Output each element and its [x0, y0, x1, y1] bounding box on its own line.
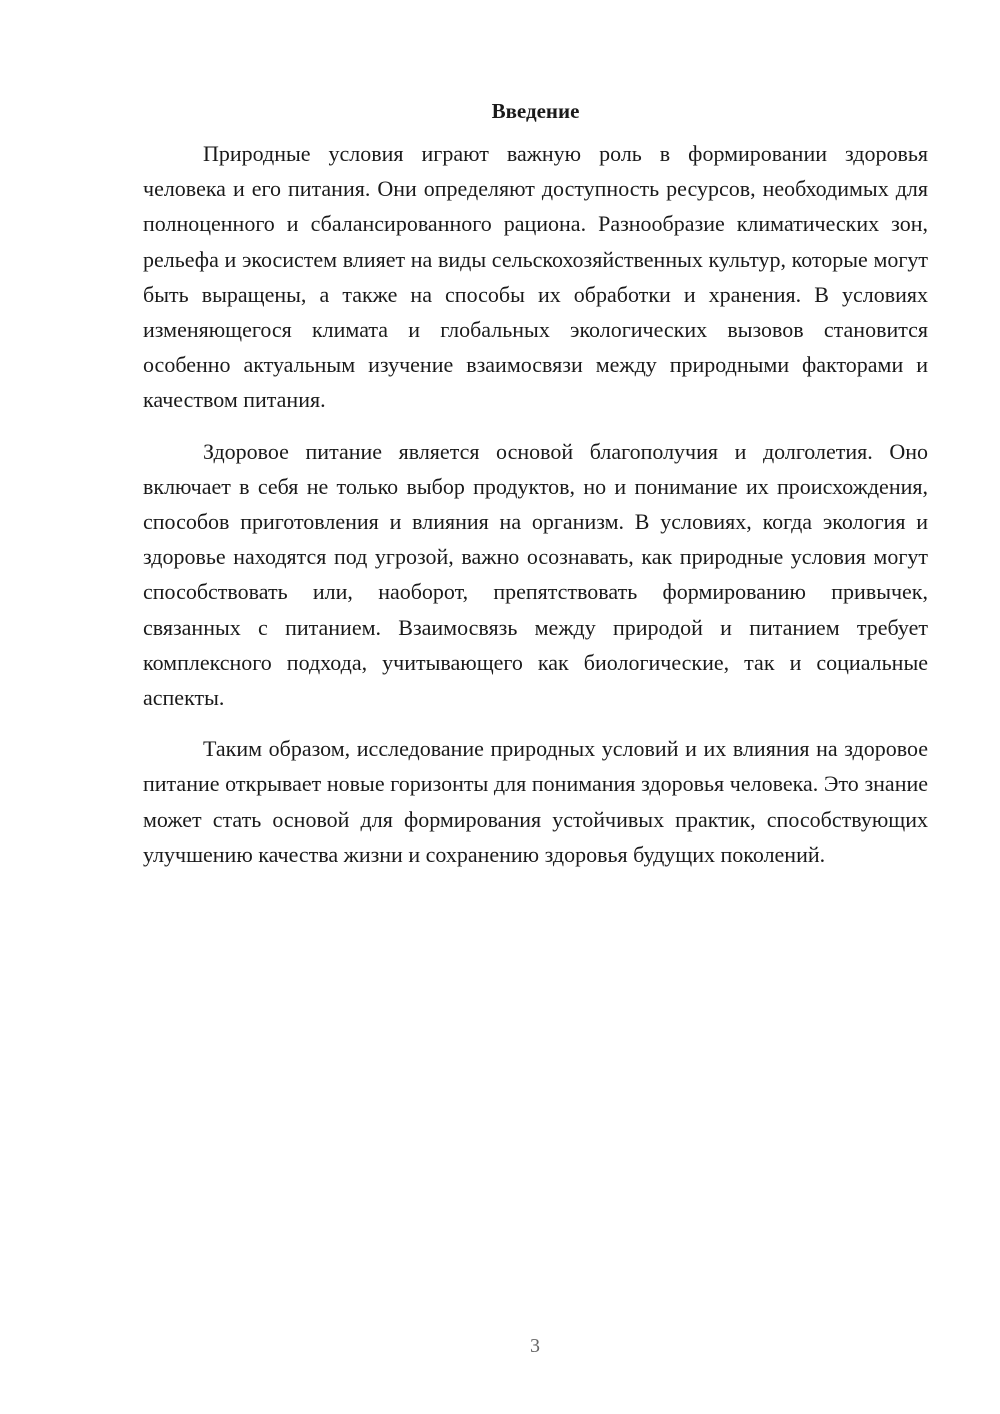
paragraph-2: Здоровое питание является основой благополучия и долголетия. Оно включает в себя не только выбор продуктов, но и понимание их происхождения, способов приготовления и влияния на организм. В условиях, когда экология и здоровье находятся под угрозой, важно осознавать, как природные условия могут способствовать или, наоборот, препятствовать формированию привычек, связанных с питанием. Взаимосвязь между природой и питанием требует комплексного подхода, учитывающего как биологические, так и социальные аспекты. [143, 438, 928, 711]
section-heading: Введение [491, 99, 580, 123]
page-content [143, 96, 928, 888]
paragraph-3: Таким образом, исследование природных условий и их влияния на здоровое питание открывает новые горизонты для понимания здоровья человека. Это знание может стать основой для формирования устойчивых практик, способствующих улучшению качества жизни и сохранению здоровья будущих поколений. [143, 736, 928, 867]
page-number: 3 [530, 1335, 540, 1357]
paragraph-1: Природные условия играют важную роль в формировании здоровья человека и его питания. Они определяют доступность ресурсов, необходимых для полноценного и сбалансированного рациона. Разнообразие климатических зон, рельефа и экосистем влияет на виды сельскохозяйственных культур, которые могут быть выращены, а также на способы их обработки и хранения. В условиях изменяющегося климата и глобальных экологических вызовов становится особенно актуальным изучение взаимосвязи между природными факторами и качеством питания. [143, 141, 928, 413]
